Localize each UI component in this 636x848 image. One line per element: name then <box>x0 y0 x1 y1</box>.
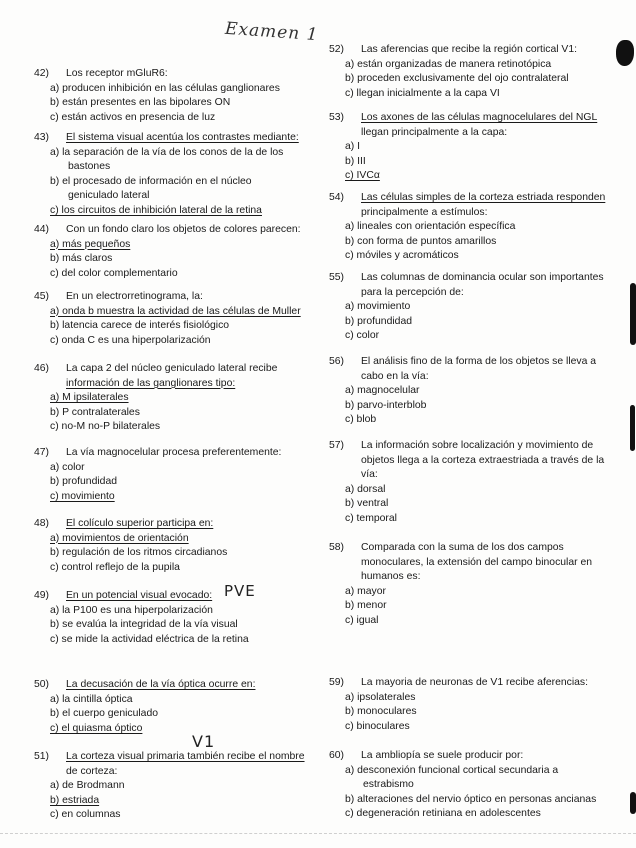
scan-edge-mark <box>630 792 636 814</box>
question-stem: La ambliopía se suele producir por: <box>361 750 524 761</box>
question-56 <box>329 355 621 428</box>
question-number: 46) <box>34 363 50 374</box>
option-b: b) más claros <box>50 253 113 265</box>
question-stem: Las aferencias que recibe la región cortical V1: <box>361 44 578 55</box>
option-b: b) menor <box>345 600 387 612</box>
question-stem: La decusación de la vía óptica ocurre en: <box>66 679 256 690</box>
question-57 <box>329 439 621 527</box>
option-c: c) igual <box>345 614 379 626</box>
question-58 <box>329 541 621 629</box>
option-a-continued: estrabismo <box>363 779 414 791</box>
question-stem: El sistema visual acentúa los contrastes mediante: <box>66 132 299 143</box>
option-c: c) los circuitos de inhibición lateral de la retina <box>50 204 262 216</box>
question-48 <box>34 517 334 575</box>
question-number: 49) <box>34 590 50 601</box>
question-52 <box>329 43 621 101</box>
question-stem: El análisis fino de la forma de los objetos se lleva a <box>361 356 597 367</box>
option-b: b) III <box>345 155 366 167</box>
option-a: a) onda b muestra la actividad de las células de Muller <box>50 305 301 317</box>
question-55 <box>329 271 621 344</box>
option-c: c) control reflejo de la pupila <box>50 561 180 573</box>
option-a: a) lineales con orientación específica <box>345 221 516 233</box>
option-c: c) están activos en presencia de luz <box>50 111 216 123</box>
option-b: b) regulación de los ritmos circadianos <box>50 547 228 559</box>
page-title: Examen 1 <box>224 18 320 46</box>
question-stem-continued: principalmente a estímulos: <box>361 206 488 218</box>
scan-edge-mark <box>630 283 636 345</box>
option-b: b) ventral <box>345 498 389 510</box>
option-c: c) se mide la actividad eléctrica de la retina <box>50 633 249 645</box>
question-stem-continued: de corteza: <box>66 765 118 777</box>
question-number: 53) <box>329 112 345 123</box>
question-stem: Los receptor mGluR6: <box>66 68 168 79</box>
question-number: 57) <box>329 440 345 451</box>
question-stem-continued: objetos llega a la corteza extraestriada a través de la <box>361 454 605 466</box>
option-a: a) ipsolaterales <box>345 691 416 703</box>
question-number: 47) <box>34 447 50 458</box>
question-number: 42) <box>34 68 50 79</box>
question-46 <box>34 362 334 435</box>
option-a: a) mayor <box>345 585 386 597</box>
question-stem: En un electrorretinograma, la: <box>66 291 203 302</box>
question-number: 55) <box>329 272 345 283</box>
option-a: a) de Brodmann <box>50 780 125 792</box>
question-number: 60) <box>329 750 345 761</box>
question-stem: Las columnas de dominancia ocular son importantes <box>361 272 604 283</box>
question-43 <box>34 131 334 219</box>
option-a: a) más pequeños <box>50 238 131 250</box>
option-a: a) movimiento <box>345 301 411 313</box>
option-c: c) temporal <box>345 512 397 524</box>
question-44 <box>34 223 334 281</box>
option-b: b) profundidad <box>345 315 413 327</box>
option-b: b) monoculares <box>345 706 417 718</box>
question-stem: El colículo superior participa en: <box>66 518 214 529</box>
question-stem: La mayoria de neuronas de V1 recibe aferencias: <box>361 677 589 688</box>
handwritten-note-v1: V1 <box>192 732 216 751</box>
question-stem-continued: cabo en la vía: <box>361 370 429 382</box>
option-c: c) móviles y acromáticos <box>345 250 459 262</box>
question-number: 56) <box>329 356 345 367</box>
question-number: 45) <box>34 291 50 302</box>
option-c: c) movimiento <box>50 490 115 502</box>
option-a: a) dorsal <box>345 483 386 495</box>
question-47 <box>34 446 334 504</box>
option-c: c) IVCα <box>345 170 380 182</box>
option-c: c) color <box>345 330 380 342</box>
option-c: c) binoculares <box>345 720 410 732</box>
question-number: 44) <box>34 224 50 235</box>
question-54 <box>329 191 621 264</box>
option-b: b) P contralaterales <box>50 406 140 418</box>
option-a: a) la cintilla óptica <box>50 693 133 705</box>
question-number: 58) <box>329 542 345 553</box>
option-b: b) latencia carece de interés fisiológico <box>50 320 230 332</box>
option-a: a) producen inhibición en las células ganglionares <box>50 82 280 94</box>
question-stem: Con un fondo claro los objetos de colores parecen: <box>66 224 301 235</box>
question-stem: La información sobre localización y movimiento de <box>361 440 594 451</box>
question-stem: En un potencial visual evocado: <box>66 590 213 601</box>
option-b: b) estriada <box>50 794 100 806</box>
handwritten-note-pve: PVE <box>224 582 256 600</box>
option-a: a) la separación de la vía de los conos de la de los <box>50 146 284 158</box>
option-b: b) parvo-interblob <box>345 399 427 411</box>
option-b: b) proceden exclusivamente del ojo contralateral <box>345 73 569 85</box>
question-45 <box>34 290 334 348</box>
question-stem: Comparada con la suma de los dos campos <box>361 542 564 553</box>
question-stem: La vía magnocelular procesa preferentemente: <box>66 447 282 458</box>
option-b: b) están presentes en las bipolares ON <box>50 97 231 109</box>
option-c: c) blob <box>345 414 377 426</box>
option-b: b) se evalúa la integridad de la vía visual <box>50 619 238 631</box>
question-number: 54) <box>329 192 345 203</box>
option-c: c) en columnas <box>50 809 121 821</box>
option-a: a) desconexión funcional cortical secundaria a <box>345 764 559 776</box>
question-stem: La capa 2 del núcleo geniculado lateral recibe <box>66 363 278 374</box>
question-stem-continued: para la percepción de: <box>361 286 464 298</box>
option-c: c) degeneración retiniana en adolescentes <box>345 808 541 820</box>
question-49 <box>34 589 334 647</box>
question-number: 59) <box>329 677 345 688</box>
option-c: c) onda C es una hiperpolarización <box>50 334 211 346</box>
option-a: a) color <box>50 461 85 473</box>
question-stem: Los axones de las células magnocelulares del NGL <box>361 112 598 123</box>
option-a: a) la P100 es una hiperpolarización <box>50 604 213 616</box>
question-50 <box>34 678 334 736</box>
question-stem: La corteza visual primaria también recibe el nombre <box>66 751 305 762</box>
option-a: a) M ipsilaterales <box>50 392 129 404</box>
question-number: 52) <box>329 44 345 55</box>
option-a: a) están organizadas de manera retinotópica <box>345 58 552 70</box>
question-number: 51) <box>34 751 50 762</box>
question-number: 48) <box>34 518 50 529</box>
option-c: c) no-M no-P bilaterales <box>50 421 161 433</box>
question-51 <box>34 750 334 823</box>
scan-footer-line <box>0 833 636 834</box>
question-59 <box>329 676 621 734</box>
option-b: b) alteraciones del nervio óptico en personas ancianas <box>345 793 597 805</box>
question-stem-continued: humanos es: <box>361 571 421 583</box>
option-c: c) del color complementario <box>50 267 178 279</box>
option-b: b) profundidad <box>50 476 118 488</box>
question-stem-continued: vía: <box>361 469 378 481</box>
question-number: 50) <box>34 679 50 690</box>
option-c: c) el quiasma óptico <box>50 722 143 734</box>
option-a-continued: bastones <box>68 161 111 173</box>
option-a: a) magnocelular <box>345 385 420 397</box>
question-stem-continued: llegan principalmente a la capa: <box>361 126 508 138</box>
question-stem: Las células simples de la corteza estriada responden <box>361 192 606 203</box>
question-stem-continued: información de las ganglionares tipo: <box>66 377 236 389</box>
option-b-continued: geniculado lateral <box>68 190 150 202</box>
option-a: a) I <box>345 141 361 153</box>
option-b: b) el cuerpo geniculado <box>50 708 159 720</box>
option-c: c) llegan inicialmente a la capa VI <box>345 87 500 99</box>
option-b: b) con forma de puntos amarillos <box>345 235 497 247</box>
question-42 <box>34 67 334 125</box>
question-stem-continued: monoculares, la extensión del campo binocular en <box>361 556 593 568</box>
question-number: 43) <box>34 132 50 143</box>
question-53 <box>329 111 621 184</box>
option-a: a) movimientos de orientación <box>50 532 189 544</box>
question-60 <box>329 749 621 822</box>
scan-edge-mark <box>630 405 635 451</box>
option-b: b) el procesado de información en el núcleo <box>50 175 252 187</box>
